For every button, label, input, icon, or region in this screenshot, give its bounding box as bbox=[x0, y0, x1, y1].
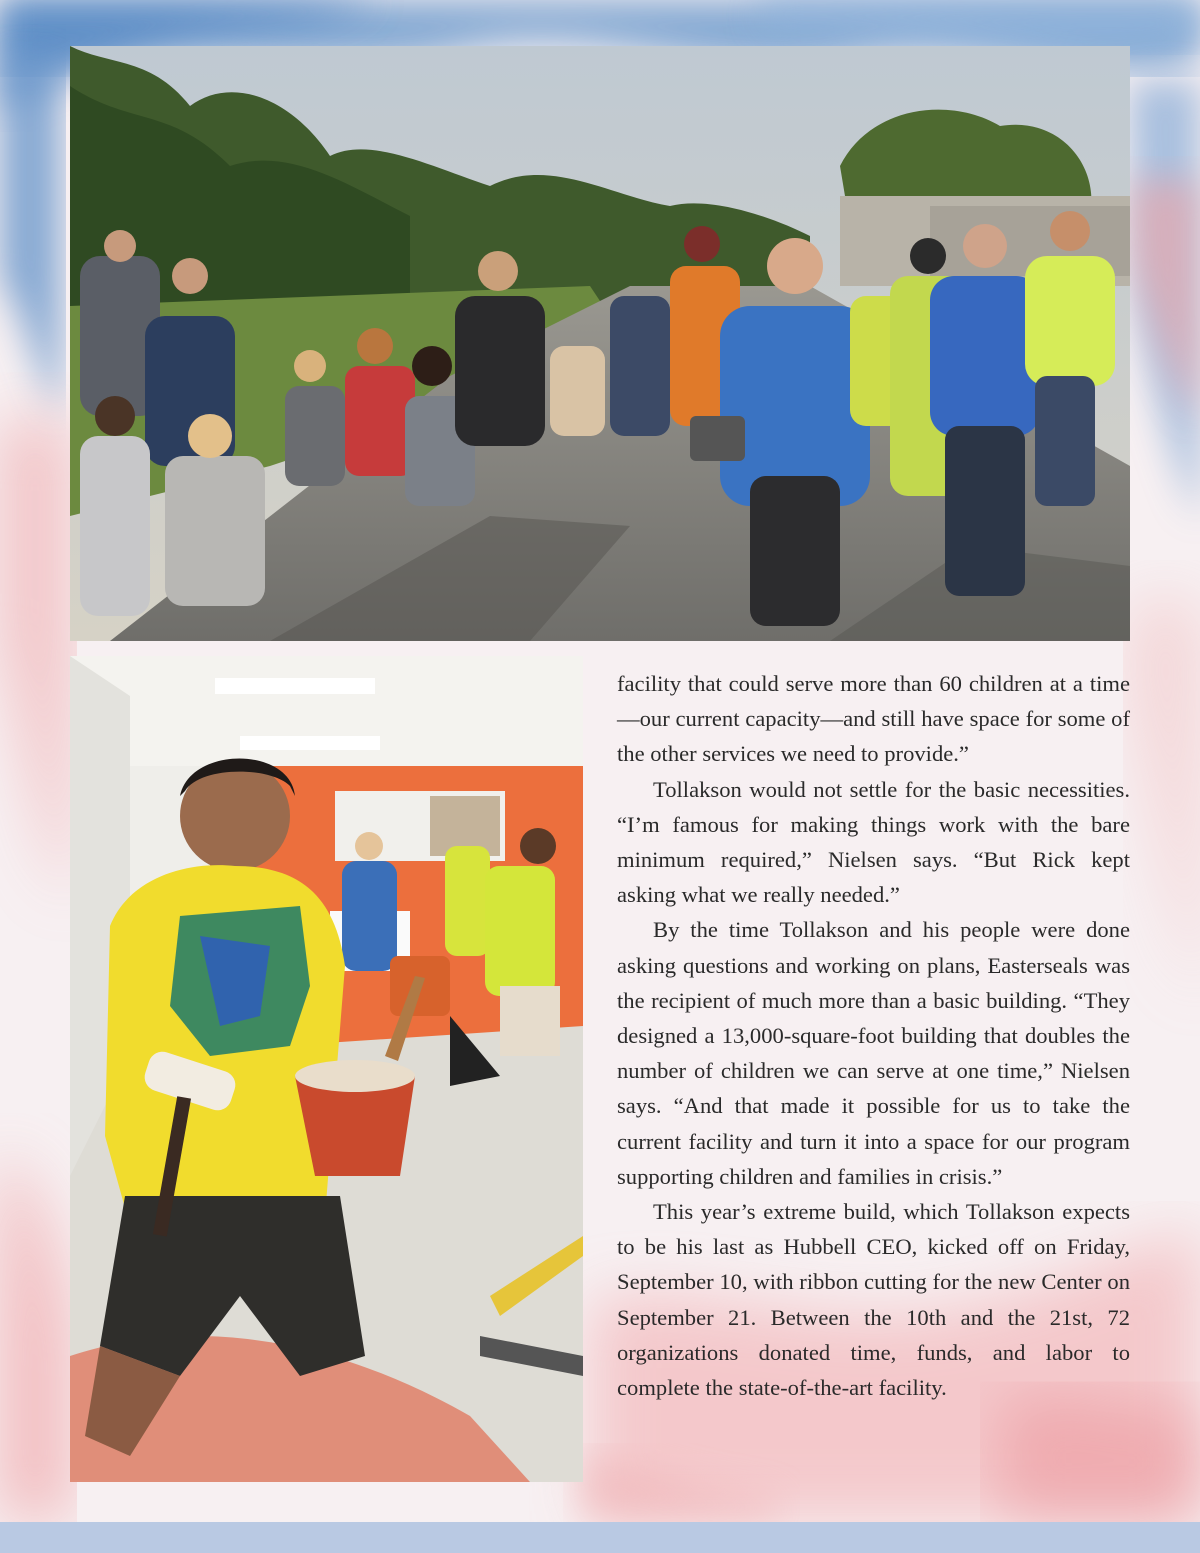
volunteer-painter-photo bbox=[70, 656, 583, 1482]
article-paragraph: facility that could serve more than 60 children at a time—our current capacity—and still have space for some of the other services we need to provide.” bbox=[617, 671, 1130, 767]
community-walk-photo bbox=[70, 46, 1130, 641]
bottom-color-band bbox=[0, 1522, 1200, 1553]
article-body bbox=[617, 666, 1130, 1405]
article-paragraph: This year’s extreme build, which Tollakson expects to be his last as Hubbell CEO, kicked off on Friday, September 10, with ribbon cutting for the new Center on September 21. Between the 10th and the 21st, 72 organizations donated time, funds, and labor to complete the state-of-the-art facility. bbox=[617, 1199, 1130, 1401]
article-paragraph: By the time Tollakson and his people were done asking questions and working on plans, Easterseals was the recipient of much more than a basic building. “They designed a 13,000-square-foot building that doubles the number of children we can serve at one time,” Nielsen says. “And that made it possible for us to take the current facility and turn it into a space for our program supporting children and families in crisis.” bbox=[617, 917, 1130, 1189]
article-paragraph: Tollakson would not settle for the basic necessities. “I’m famous for making things work with the bare minimum required,” Nielsen says. “But Rick kept asking what we really needed.” bbox=[617, 776, 1130, 908]
